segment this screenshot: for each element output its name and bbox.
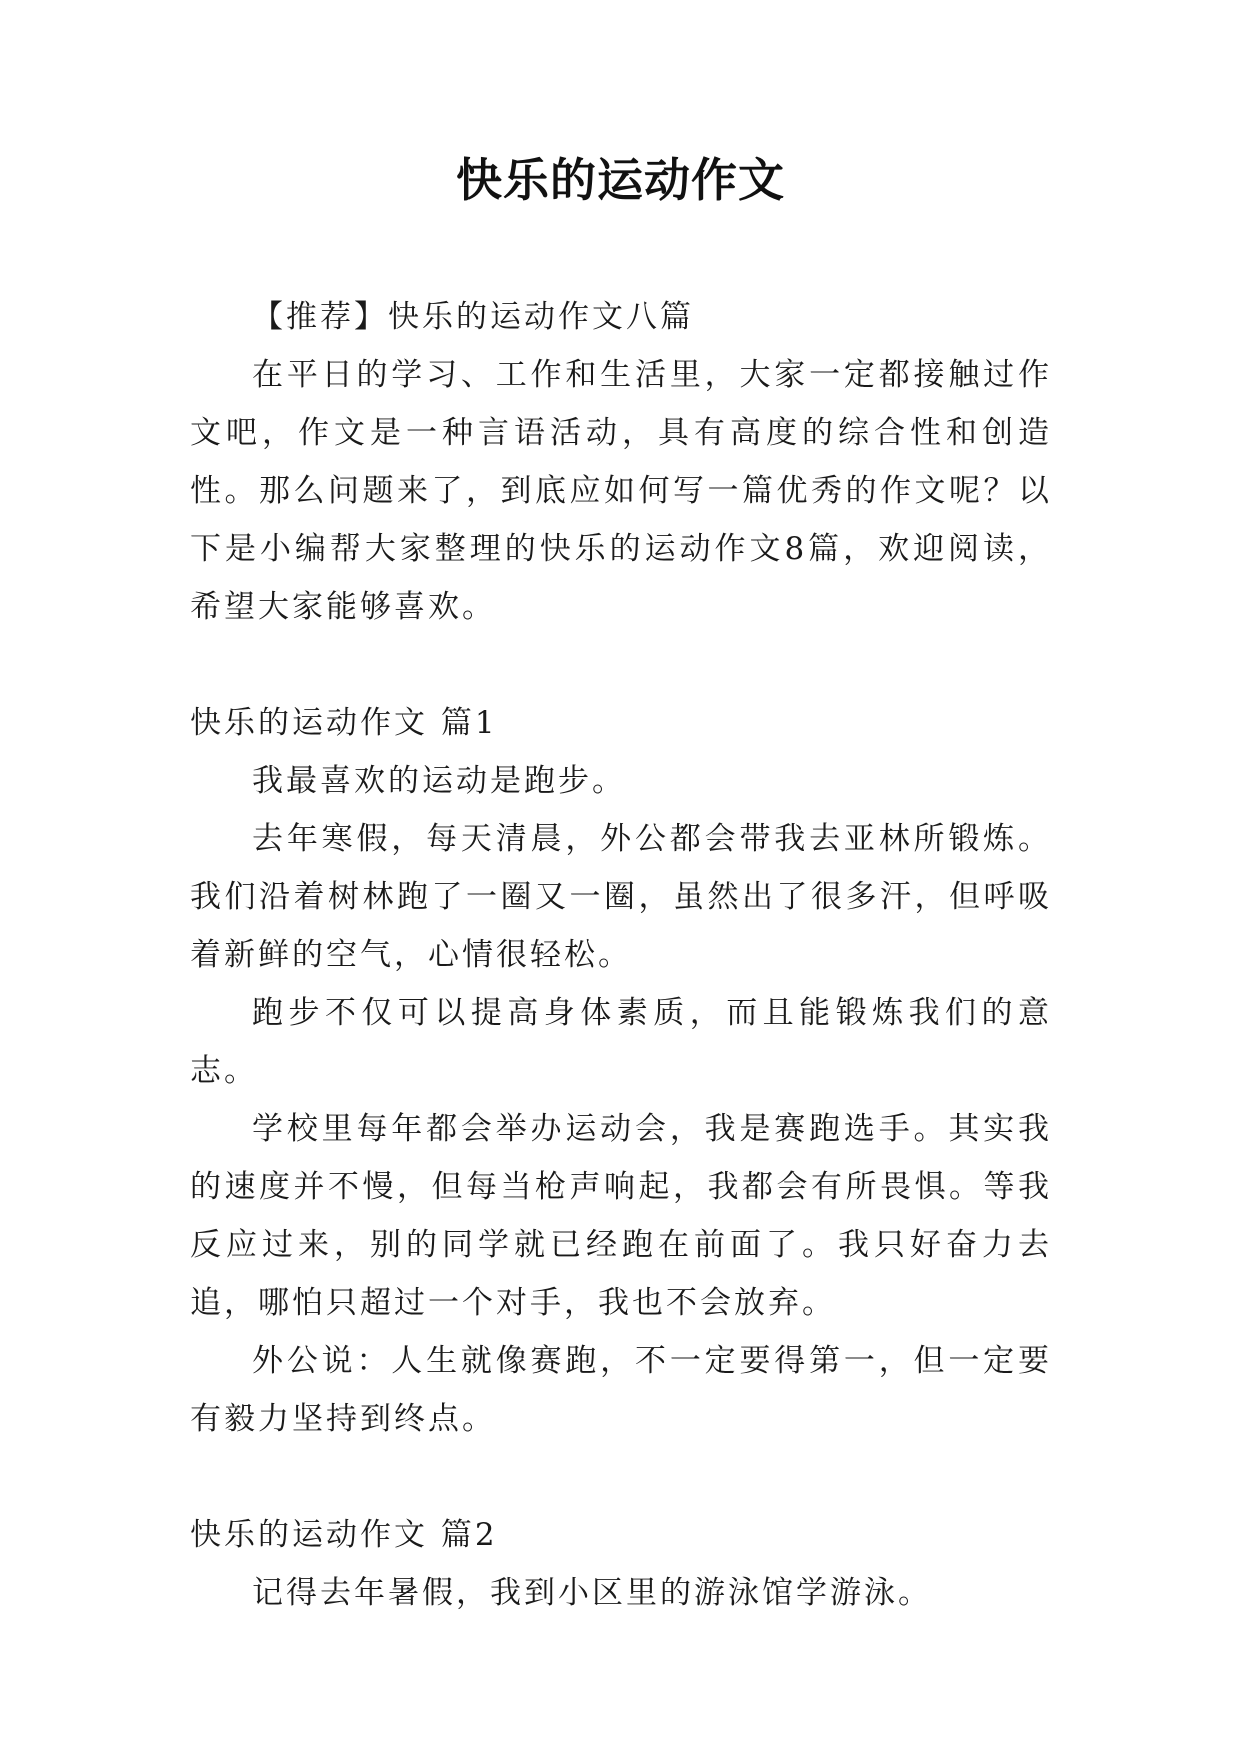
document-body [190,288,1052,1622]
section-1-paragraph-2: 去年寒假，每天清晨，外公都会带我去亚林所锻炼。我们沿着树林跑了一圈又一圈，虽然出了很多汗，但呼吸着新鲜的空气，心情很轻松。 [190,821,1052,973]
section-heading-1: 快乐的运动作文 篇1 [190,705,498,741]
section-heading-2: 快乐的运动作文 篇2 [190,1517,498,1553]
section-1-paragraph-1: 我最喜欢的运动是跑步。 [252,763,626,799]
section-gap [190,1448,1052,1506]
document-title: 快乐的运动作文 [456,153,785,207]
section-gap [190,636,1052,694]
section-1-paragraph-3: 跑步不仅可以提高身体素质，而且能锻炼我们的意志。 [190,995,1052,1089]
section-1-paragraph-4: 学校里每年都会举办运动会，我是赛跑选手。其实我的速度并不慢，但每当枪声响起，我都会有所畏惧。等我反应过来，别的同学就已经跑在前面了。我只好奋力去追，哪怕只超过一个对手，我也不会放弃。 [190,1111,1052,1321]
recommend-line: 【推荐】快乐的运动作文八篇 [252,299,694,335]
section-2-paragraph-1: 记得去年暑假，我到小区里的游泳馆学游泳。 [252,1575,932,1611]
section-1-paragraph-5: 外公说：人生就像赛跑，不一定要得第一，但一定要有毅力坚持到终点。 [190,1343,1052,1437]
intro-paragraph: 在平日的学习、工作和生活里，大家一定都接触过作文吧，作文是一种言语活动，具有高度的综合性和创造性。那么问题来了，到底应如何写一篇优秀的作文呢？以下是小编帮大家整理的快乐的运动作文8篇，欢迎阅读，希望大家能够喜欢。 [190,357,1052,625]
